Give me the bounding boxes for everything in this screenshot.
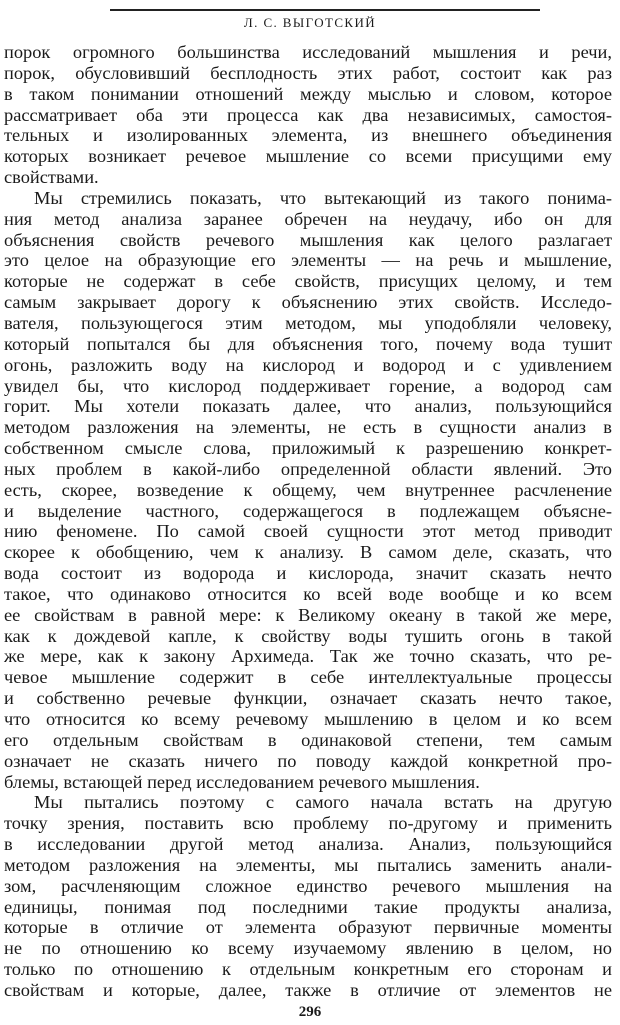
text-line: как к дождевой капле, к свойству воды тушить огонь в такой	[4, 625, 612, 646]
text-line: точку зрения, поставить всю проблему по-другому и применить	[4, 813, 612, 834]
page-number: 296	[298, 1004, 322, 1020]
text-line: скорее к обобщению, чем к анализу. В самом деле, сказать, что	[4, 542, 612, 563]
text-line: его отдельным свойствам в одинаковой степени, тем самым	[4, 729, 612, 750]
header-rule	[110, 9, 540, 11]
text-line: методом разложения на элементы, не есть в сущности анализ в	[4, 417, 612, 438]
text-line: самым закрывает дорогу к объяснению этих свойств. Исследо-	[4, 292, 612, 313]
running-head: Л. С. ВЫГОТСКИЙ	[243, 15, 377, 30]
text-line: который попытался бы для объяснения того, почему вода тушит	[4, 333, 612, 354]
text-line: объяснения свойств речевого мышления как целого разлагает	[4, 229, 612, 250]
text-line: блемы, встающей перед исследованием речевого мышления.	[4, 771, 480, 792]
text-line: горит. Мы хотели показать далее, что анализ, пользующийся	[4, 396, 612, 417]
text-line: ее свойствам в равной мере: к Великому океану в такой же мере,	[4, 604, 612, 625]
text-line: свойствами.	[4, 167, 99, 188]
text-line: вода состоит из водорода и кислорода, значит сказать нечто	[4, 563, 612, 584]
text-line: Мы пытались поэтому с самого начала встать на другую	[34, 792, 612, 813]
text-line: есть, скорее, возведение к общему, чем внутреннее расчленение	[4, 479, 612, 500]
text-line: которых возникает речевое мышление со всеми присущими ему	[4, 146, 612, 167]
text-line: это целое на образующие его элементы — на речь и мышление,	[4, 250, 612, 271]
text-line: чевое мышление содержит в себе интеллектуальные процессы	[4, 667, 612, 688]
text-line: порок огромного большинства исследований мышления и речи,	[4, 42, 612, 62]
text-line: огонь, разложить воду на кислород и водород и с удивлением	[4, 354, 612, 375]
text-line: тельных и изолированных элемента, из внешнего объединения	[4, 125, 612, 146]
text-line: рассматривает оба эти процесса как два независимых, самостоя-	[4, 104, 612, 125]
text-line: не по отношению ко всему изучаемому явлению в целом, но	[4, 938, 612, 959]
text-line: свойствам и которые, далее, также в отличие от элементов не	[4, 979, 612, 1000]
text-line: Мы стремились показать, что вытекающий из такого понима-	[34, 187, 612, 208]
text-line: в исследовании другой метод анализа. Анализ, пользующийся	[4, 834, 612, 855]
text-line: означает не сказать ничего по поводу каждой конкретной про-	[4, 750, 612, 771]
text-line: собственном смысле слова, приложимый к разрешению конкрет-	[4, 438, 612, 459]
text-line: которые в отличие от элемента образуют первичные моменты	[4, 917, 612, 938]
text-line: ния метод анализа заранее обречен на неудачу, ибо он для	[4, 208, 612, 229]
text-line: в таком понимании отношений между мыслью и словом, которое	[4, 83, 612, 104]
text-line: вателя, пользующегося этим методом, мы уподобляли человеку,	[4, 312, 612, 333]
text-line: ных проблем в какой-либо определенной области явлений. Это	[4, 458, 612, 479]
text-line: только по отношению к отдельным конкретным его сторонам и	[4, 959, 612, 980]
text-line: нию феномене. По самой своей сущности этот метод приводит	[4, 521, 612, 542]
text-line: методом разложения на элементы, мы пытались заменить анали-	[4, 854, 612, 875]
text-line: же мере, как к закону Архимеда. Так же точно сказать, что ре-	[4, 646, 612, 667]
body-text	[4, 42, 612, 1001]
text-line: и собственно речевые функции, означает сказать нечто такое,	[4, 688, 612, 709]
text-line: которые не содержат в себе свойств, присущих целому, и тем	[4, 271, 612, 292]
text-line: единицы, понимая под последними такие продукты анализа,	[4, 896, 612, 917]
text-line: порок, обусловивший бесплодность этих работ, состоит как раз	[4, 62, 612, 83]
text-line: увидел бы, что кислород поддерживает горение, а водород сам	[4, 375, 612, 396]
text-line: зом, расчленяющим сложное единство речевого мышления на	[4, 875, 612, 896]
text-line: что относится ко всему речевому мышлению в целом и ко всем	[4, 709, 612, 729]
text-line: и выделение частного, содержащегося в подлежащем объясне-	[4, 500, 612, 521]
text-line: такое, что одинаково относится ко всей воде вообще и ко всем	[4, 583, 612, 604]
